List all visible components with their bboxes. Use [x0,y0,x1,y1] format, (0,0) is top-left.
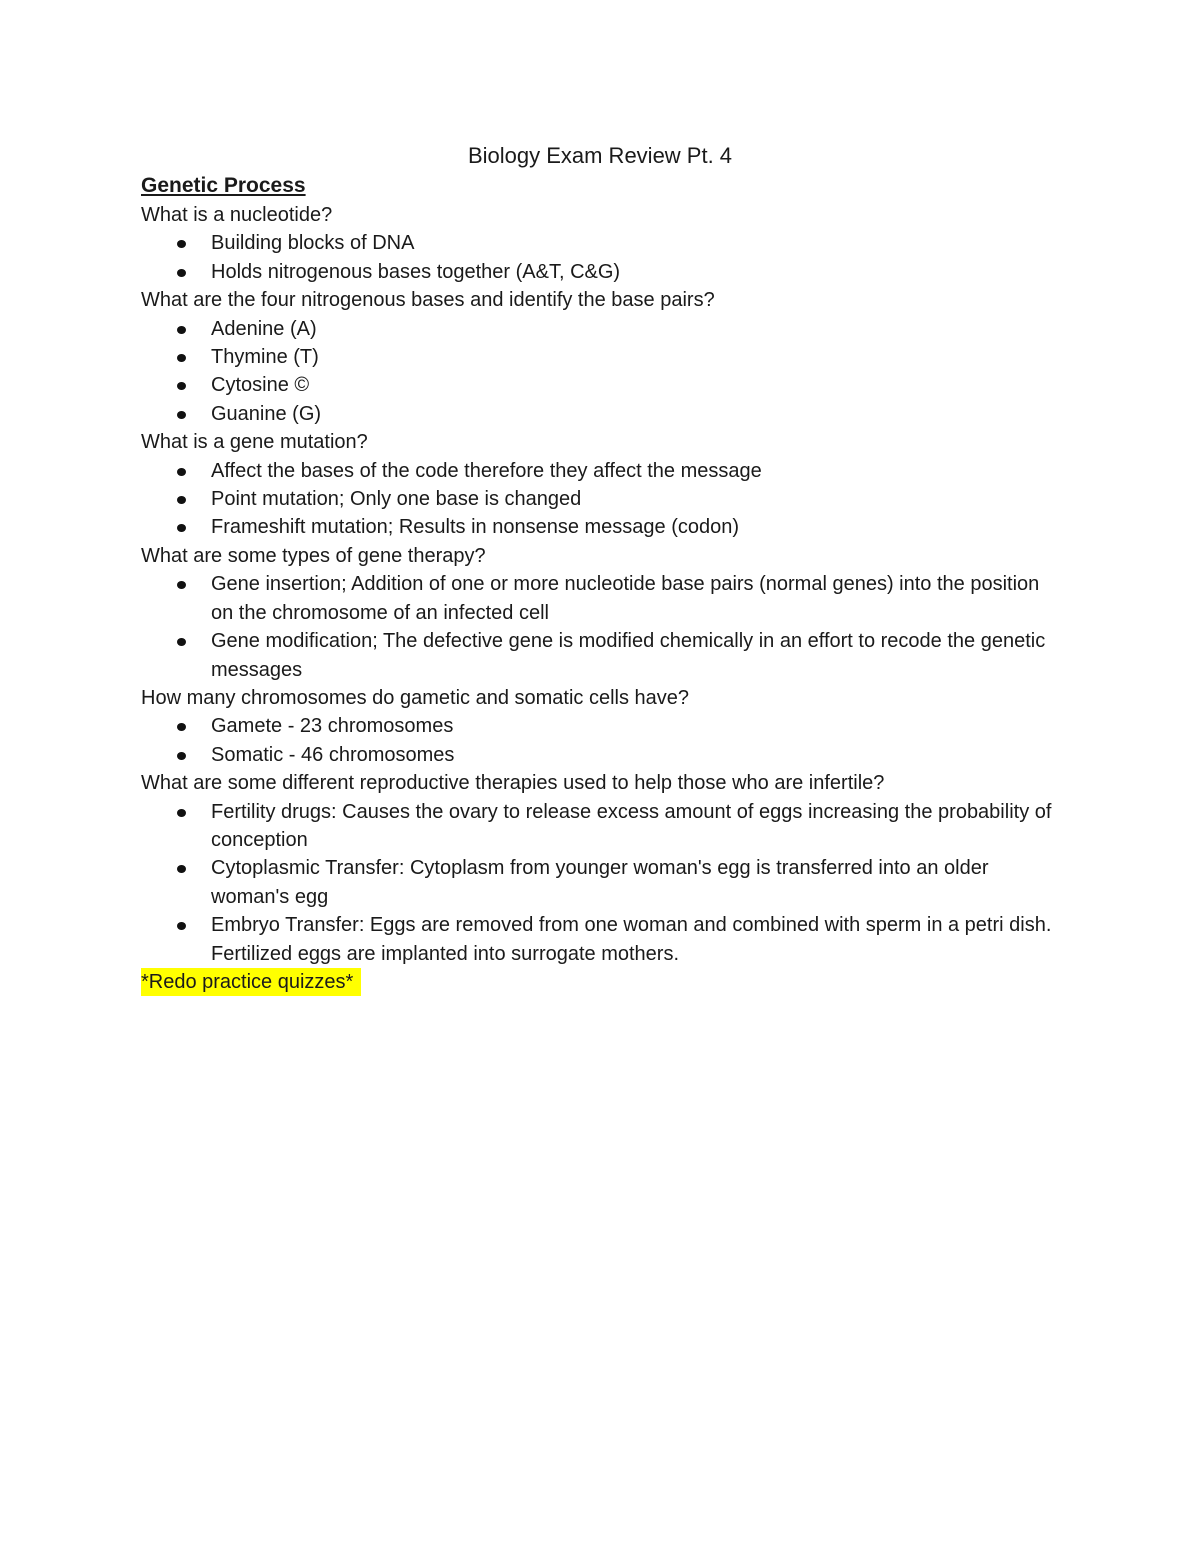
answer-text: Adenine (A) [211,317,317,340]
list-item [211,371,1059,399]
answer-text: Point mutation; Only one base is changed [211,488,582,511]
answer-text: Building blocks of DNA [211,232,415,255]
answer-text: Holds nitrogenous bases together (A&T, C&G) [211,260,621,283]
bullet-icon [177,524,186,532]
bullet-icon [177,240,186,248]
answer-text: Affect the bases of the code therefore they affect the message [211,459,762,482]
bullet-icon [177,382,186,390]
answer-text: Frameshift mutation; Results in nonsense message (codon) [211,516,740,539]
answer-text: Cytosine © [211,374,310,397]
answer-text: Thymine (T) [211,346,319,369]
page-title: Biology Exam Review Pt. 4 [467,143,733,168]
bullet-icon [177,411,186,419]
bullet-icon [177,468,186,476]
list-item [211,513,1059,541]
bullet-icon [177,922,186,930]
question-list [141,201,1059,968]
answer-text: Fertility drugs: Causes the ovary to release excess amount of eggs increasing the probability of conception [211,800,1052,851]
answer-text: Guanine (G) [211,402,322,425]
answer-list [141,798,1059,968]
bullet-icon [177,638,186,646]
bullet-icon [177,809,186,817]
answer-list [141,315,1059,429]
question-text: What are some types of gene therapy? [141,544,486,567]
question-text: What is a gene mutation? [141,431,368,454]
list-item [211,229,1059,257]
list-item [211,343,1059,371]
bullet-icon [177,326,186,334]
highlight-note-row [141,968,1059,996]
bullet-icon [177,496,186,504]
section-heading: Genetic Process [141,174,306,197]
bullet-icon [177,752,186,760]
bullet-icon [177,865,186,873]
answer-list [141,229,1059,286]
list-item [211,457,1059,485]
document-content [141,141,1059,996]
bullet-icon [177,269,186,277]
list-item [211,570,1059,627]
list-item [211,315,1059,343]
answer-list [141,712,1059,769]
list-item [211,400,1059,428]
answer-text: Gene insertion; Addition of one or more nucleotide base pairs (normal genes) into the position on the chromosome of an infected cell [211,573,1040,624]
answer-text: Gamete - 23 chromosomes [211,715,454,738]
list-item [211,911,1059,968]
list-item [211,741,1059,769]
question-text: What are some different reproductive therapies used to help those who are infertile? [141,772,885,795]
answer-text: Cytoplasmic Transfer: Cytoplasm from younger woman's egg is transferred into an older woman's egg [211,857,989,908]
question-text: What is a nucleotide? [141,204,333,226]
answer-list [141,457,1059,542]
bullet-icon [177,354,186,362]
answer-text: Somatic - 46 chromosomes [211,743,455,766]
question-text: What are the four nitrogenous bases and identify the base pairs? [141,289,715,312]
question-text: How many chromosomes do gametic and somatic cells have? [141,686,690,709]
answer-text: Gene modification; The defective gene is modified chemically in an effort to recode the genetic messages [211,630,1046,681]
list-item [211,258,1059,286]
bullet-icon [177,723,186,731]
list-item [211,712,1059,740]
answer-text: Embryo Transfer: Eggs are removed from one woman and combined with sperm in a petri dish. Fertilized eggs are implanted into surrogate mothers. [211,914,1052,965]
list-item [211,627,1059,684]
answer-list [141,570,1059,684]
list-item [211,854,1059,911]
highlight-note: *Redo practice quizzes* [141,968,361,996]
list-item [211,798,1059,855]
list-item [211,485,1059,513]
bullet-icon [177,581,186,589]
